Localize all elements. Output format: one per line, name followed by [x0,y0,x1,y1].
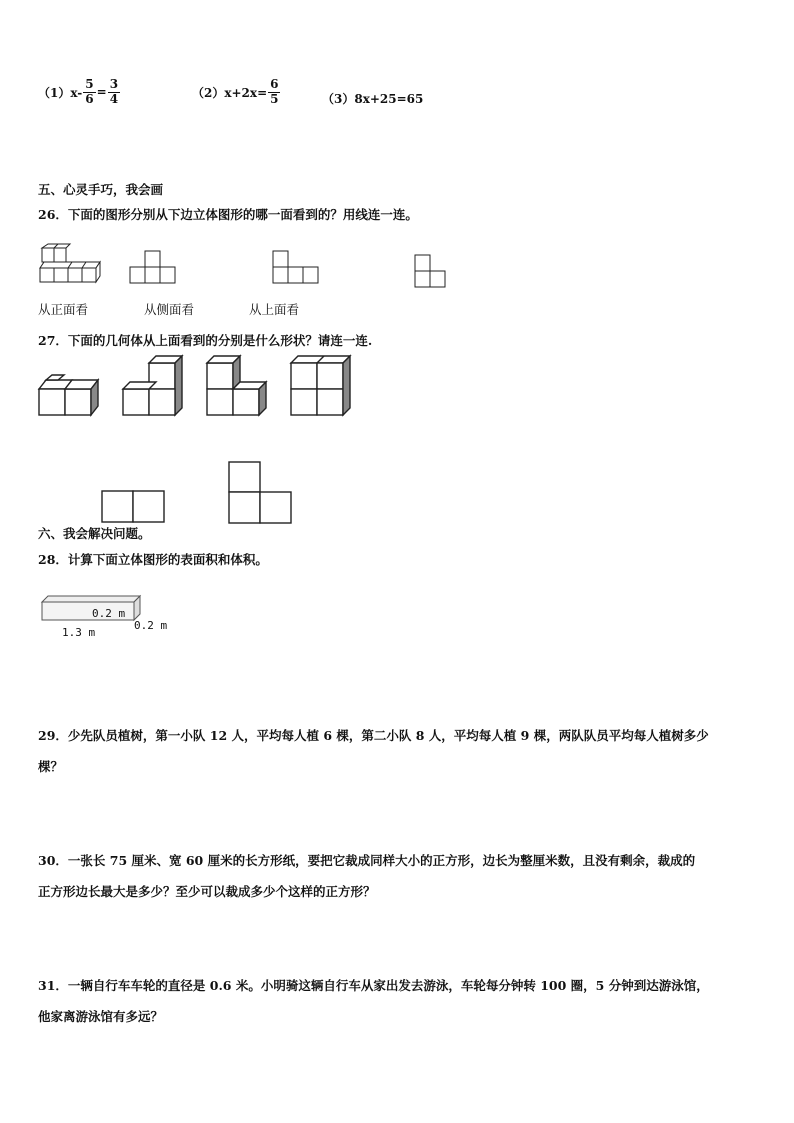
equation-1: （1）x- $\frac{5}{6}$ = $\frac{3}{4}$ [38,77,119,106]
cuboid-length-label: 1.3 m [62,626,96,639]
question-31-line-1: 31．一辆自行车车轮的直径是 0.6 米。小明骑这辆自行车从家出发去游泳，车轮每分钟转 100 圈，5 分钟到达游泳馆， [38,978,709,993]
question-30-line-1: 30．一张长 75 厘米、宽 60 厘米的长方形纸，要把它裁成同样大小的正方形，边长为整厘米数，且没有剩余，裁成的 [38,853,696,868]
fraction: $\frac{5}{6}$ [85,77,94,106]
view-label-top: 从上面看 [249,302,300,317]
equation-1-label: （1）x- [38,85,83,100]
question-28-text: 28．计算下面立体图形的表面积和体积。 [38,552,268,567]
view-label-side: 从侧面看 [144,302,195,317]
q27-solid-2 [122,356,184,418]
cuboid-height-label: 0.2 m [92,607,126,620]
question-31-line-2: 他家离游泳馆有多远？ [38,1009,164,1024]
question-26-text: 26．下面的图形分别从下边立体图形的哪一面看到的？用线连一连。 [38,207,418,222]
q26-view-front [129,250,177,284]
q26-view-top [414,254,448,288]
q27-top-view-2 [228,461,294,525]
fraction: $\frac{6}{5}$ [270,77,279,106]
view-label-front: 从正面看 [38,302,89,317]
q27-top-view-1 [101,490,167,524]
q27-solid-4 [290,356,352,418]
question-30-line-2: 正方形边长最大是多少？至少可以裁成多少个这样的正方形？ [38,884,376,899]
equation-2-label: （2）x+2x= [192,85,268,100]
question-27-text: 27．下面的几何体从上面看到的分别是什么形状？请连一连. [38,333,373,348]
equation-3-label: （3）8x+25=65 [322,92,424,106]
question-29-line-2: 棵？ [38,759,64,774]
section-5-title: 五、心灵手巧，我会画 [38,182,164,197]
q26-view-side [272,250,320,284]
question-29-line-1: 29．少先队员植树，第一小队 12 人，平均每人植 6 棵，第二小队 8 人，平均每人植 9 棵，两队队员平均每人植树多少 [38,728,709,743]
q27-solid-1 [38,372,100,418]
equation-2 [192,78,281,107]
cuboid-width-label: 0.2 m [134,619,168,632]
fraction: $\frac{3}{4}$ [109,77,119,106]
equation-3 [322,90,423,107]
q26-solid-figure [38,244,100,284]
section-6-title: 六、我会解决问题。 [38,526,151,541]
q27-solid-3 [206,356,268,418]
